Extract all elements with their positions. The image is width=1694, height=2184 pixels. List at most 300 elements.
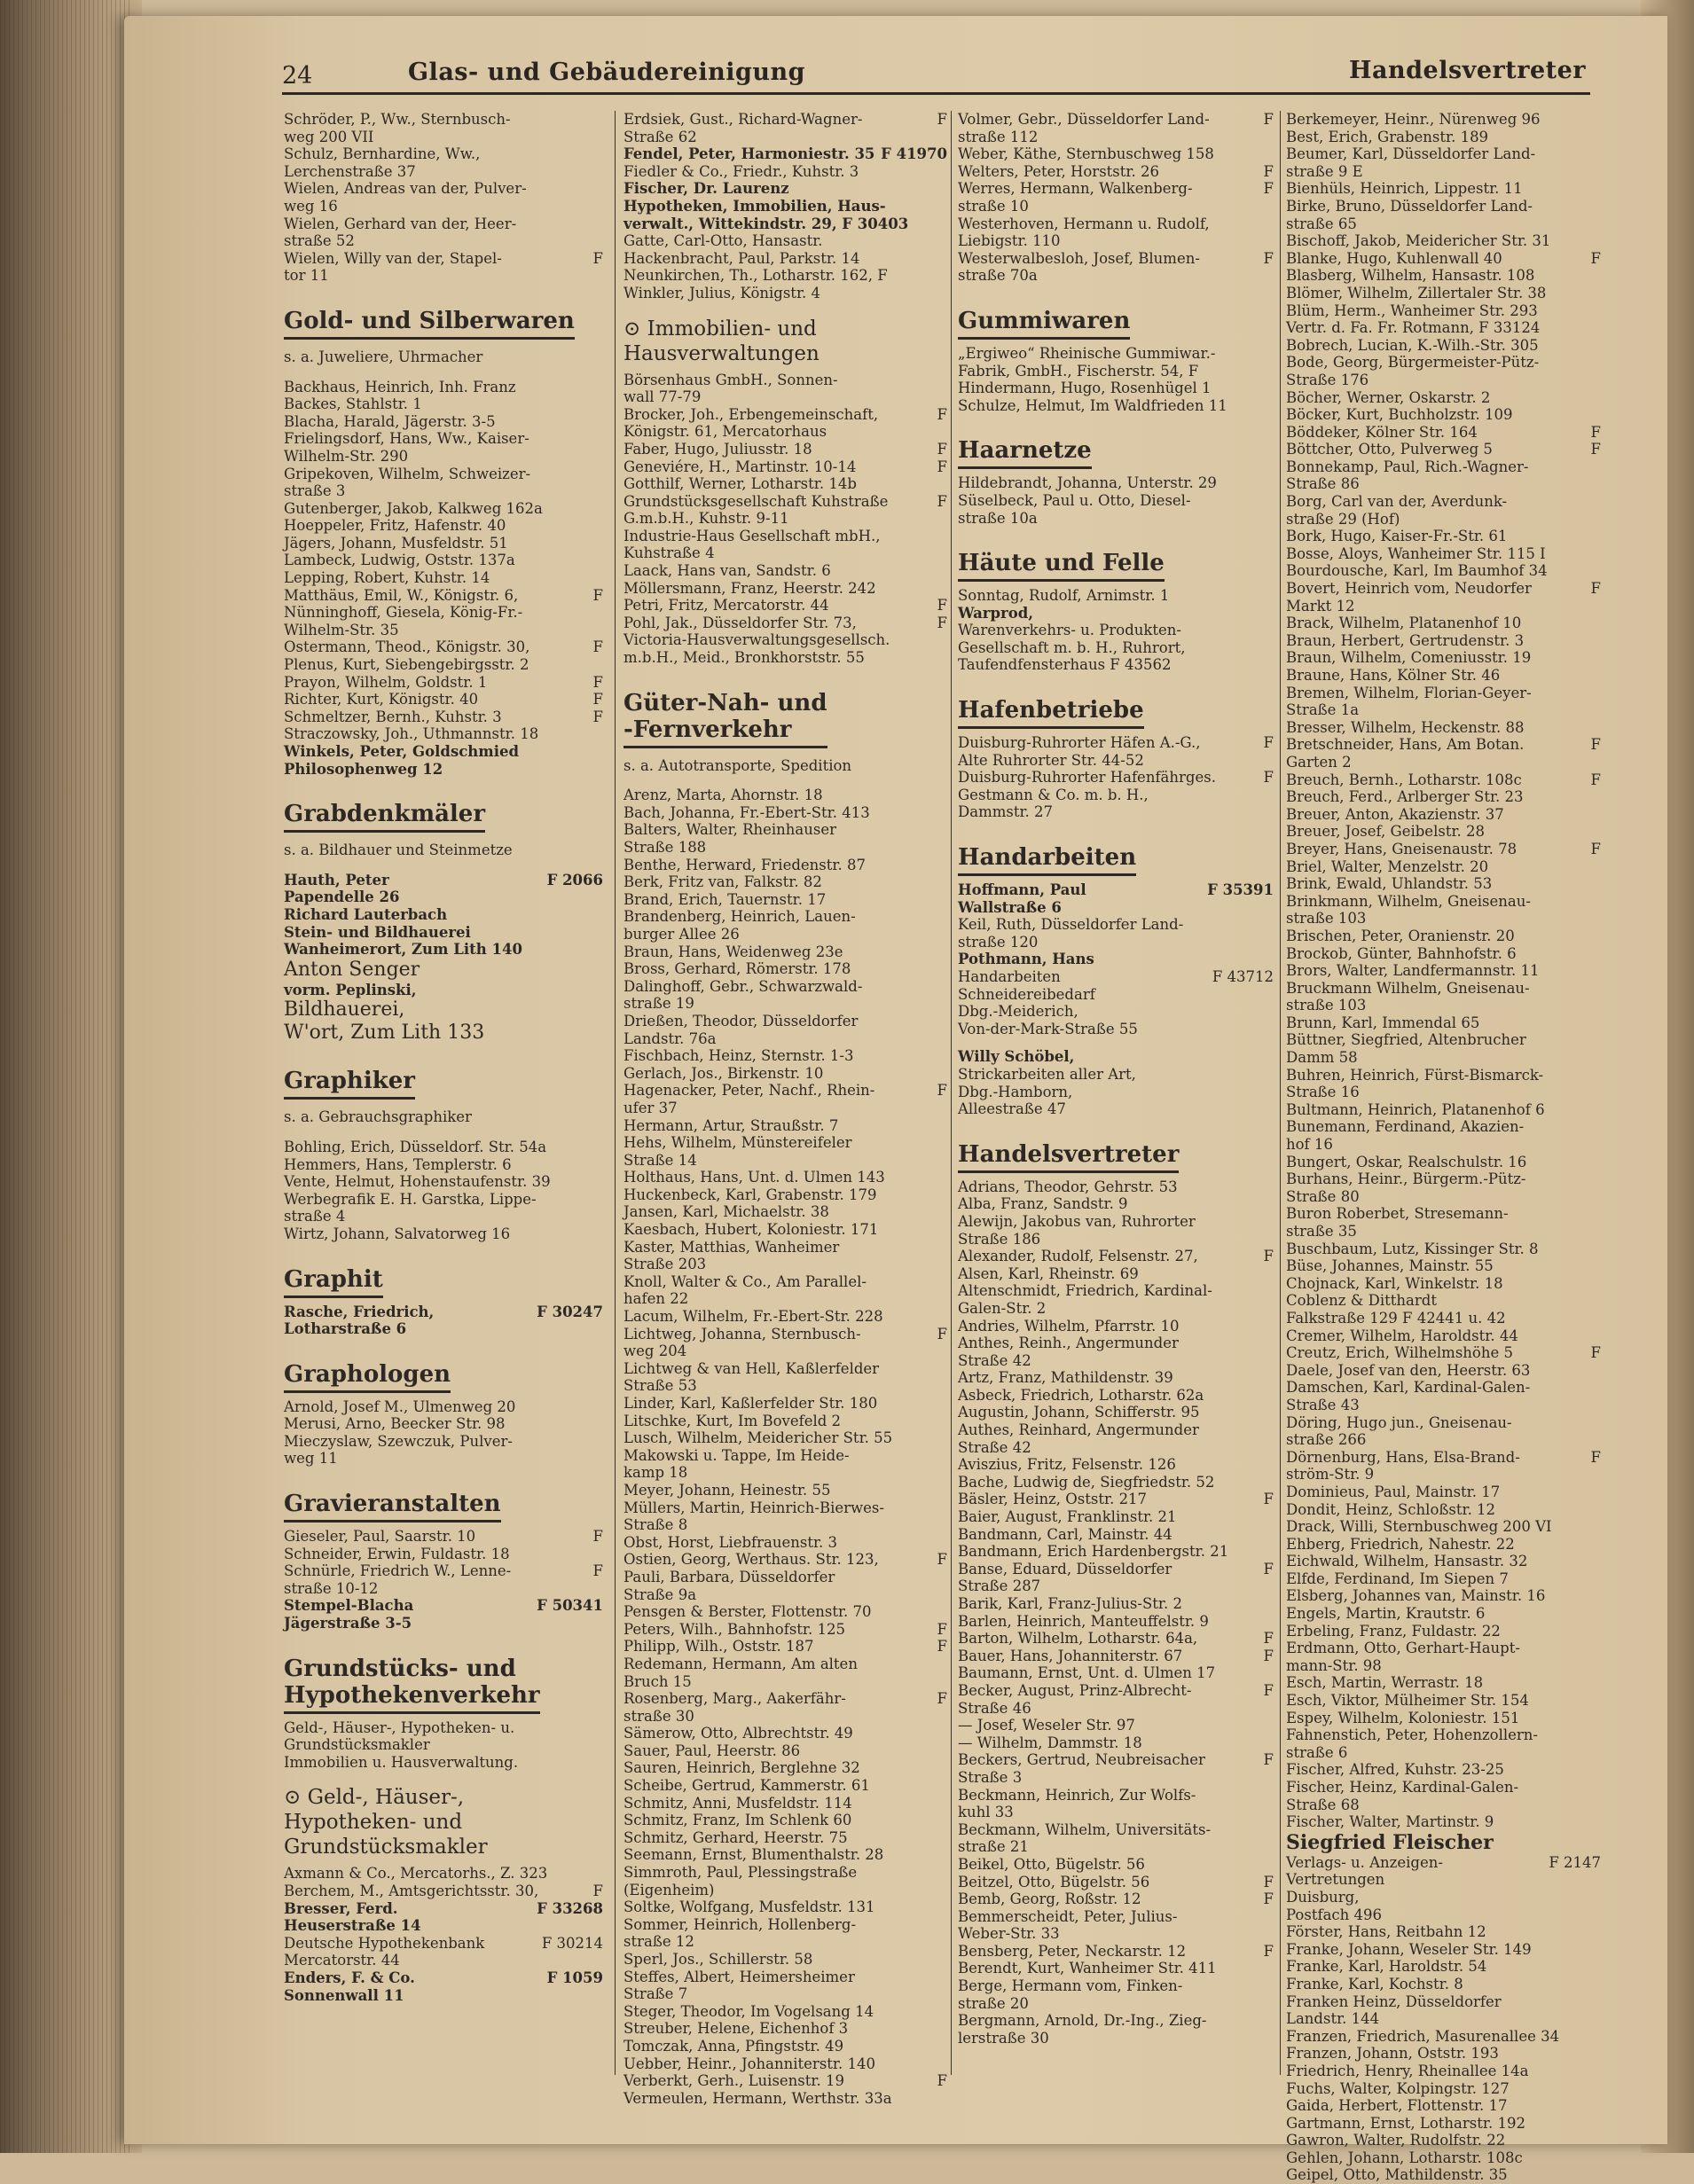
entry-text: s. a. Autotransporte, Spedition — [623, 756, 852, 774]
entry-text: Gawron, Walter, Rudolfstr. 22 — [1286, 2132, 1506, 2149]
directory-entry — [1286, 1536, 1601, 1554]
directory-entry — [623, 1759, 947, 1777]
directory-entry — [1286, 788, 1601, 806]
entry-text: Fiedler & Co., Friedr., Kuhstr. 3 — [623, 162, 859, 180]
directory-entry — [958, 769, 1274, 821]
entry-text: Brors, Walter, Landfermannstr. 11 — [1286, 962, 1540, 980]
section-heading-block — [284, 1338, 603, 1398]
phone-marker: F — [592, 1528, 603, 1546]
directory-entry — [958, 734, 1274, 769]
directory-entry — [1286, 545, 1601, 563]
entry-text: Strickarbeiten aller Art, Dbg.-Hamborn, Alleestraße 47 — [958, 1065, 1136, 1118]
entry-text: Richard Lauterbach Stein- und Bildhauerei Wanheimerort, Zum Lith 140 — [284, 905, 522, 959]
entry-text: Fischbach, Heinz, Sternstr. 1-3 — [623, 1047, 854, 1065]
directory-entry — [284, 215, 603, 250]
column-divider — [1280, 111, 1281, 2075]
section-heading-block — [284, 778, 603, 838]
entry-text: Schnürle, Friedrich W., Lenne- straße 10-12 — [284, 1562, 512, 1597]
entry-text: Förster, Hans, Reitbahn 12 — [1286, 1923, 1486, 1941]
phone-marker: F — [937, 1082, 947, 1100]
directory-entry — [623, 267, 947, 285]
directory-entry — [958, 1508, 1274, 1526]
entry-text: Pauli, Barbara, Düsseldorfer Straße 9a — [623, 1568, 835, 1603]
entry-text: Wirtz, Johann, Salvatorweg 16 — [284, 1225, 511, 1242]
column-1 — [284, 111, 603, 2133]
entry-text: Wielen, Willy van der, Stapel- tor 11 — [284, 249, 502, 285]
entry-text: Geld-, Häuser-, Hypotheken- u. Grundstücksmakler Immobilien u. Hausverwaltung. — [284, 1718, 519, 1771]
entry-text: Obst, Horst, Liebfrauenstr. 3 — [623, 1533, 838, 1551]
directory-entry — [284, 111, 603, 145]
entry-text: Burhans, Heinr., Bürgerm.-Pütz- Straße 80 — [1286, 1170, 1526, 1205]
directory-entry — [1286, 736, 1601, 771]
directory-entry — [958, 1751, 1274, 1786]
phone-marker: F 35391 — [1207, 881, 1274, 899]
phone-marker: F — [592, 691, 603, 708]
entry-text: Holthaus, Hans, Unt. d. Ulmen 143 — [623, 1169, 885, 1186]
column-divider — [615, 111, 616, 2075]
entry-text: — Wilhelm, Dammstr. 18 — [958, 1734, 1142, 1751]
directory-entry — [623, 1169, 947, 1186]
directory-entry — [1286, 980, 1601, 1014]
entry-text: Ostermann, Theod., Königstr. 30, — [284, 638, 530, 656]
entry-text: Pensgen & Berster, Flottenstr. 70 — [623, 1603, 872, 1621]
directory-entry — [958, 345, 1274, 380]
directory-entry — [623, 493, 947, 528]
directory-entry — [623, 1221, 947, 1239]
directory-entry — [284, 1719, 603, 1772]
section-heading: Grundstücks- und Hypothekenverkehr — [284, 1656, 540, 1714]
section-heading-block — [284, 1243, 603, 1303]
section-heading-block — [958, 821, 1274, 881]
entry-text: Dalinghoff, Gebr., Schwarzwald- straße 19 — [623, 977, 863, 1013]
directory-entry — [1286, 1101, 1601, 1119]
directory-entry — [1286, 562, 1601, 580]
phone-marker: F — [592, 586, 603, 604]
directory-entry — [284, 145, 603, 180]
entry-text: Bretschneider, Hans, Am Botan. Garten 2 — [1286, 736, 1525, 771]
directory-entry — [1286, 1205, 1601, 1240]
entry-text: Bauer, Hans, Johanniterstr. 67 — [958, 1647, 1183, 1664]
entry-text: Bosse, Aloys, Wanheimer Str. 115 I — [1286, 544, 1546, 562]
entry-text: Artz, Franz, Mathildenstr. 39 — [958, 1369, 1173, 1387]
entry-text: Böttcher, Otto, Pulverweg 5 — [1286, 441, 1493, 458]
directory-entry — [958, 250, 1274, 285]
directory-entry — [284, 906, 603, 959]
directory-entry — [1286, 1257, 1601, 1275]
entry-text: Industrie-Haus Gesellschaft mbH., Kuhstraße 4 — [623, 527, 881, 562]
entry-text: Aviszius, Fritz, Felsenstr. 126 — [958, 1456, 1176, 1474]
directory-entry — [1286, 719, 1601, 737]
directory-entry — [958, 881, 1274, 916]
section-heading: Grabdenkmäler — [284, 801, 485, 833]
entry-text: Linder, Karl, Kaßlerfelder Str. 180 — [623, 1395, 878, 1412]
entry-text: Bildhauerei, W'ort, Zum Lith 133 — [284, 998, 485, 1045]
entry-text: „Ergiweo“ Rheinische Gummiwar.- Fabrik, GmbH., Fischerstr. 54, F — [958, 344, 1216, 380]
directory-entry — [1286, 198, 1601, 232]
entry-text: Streuber, Helene, Eichenhof 3 — [623, 2020, 849, 2038]
running-title-left: Glas- und Gebäudereinigung — [408, 59, 806, 86]
phone-marker: F — [937, 2072, 947, 2090]
phone-marker: F — [592, 249, 603, 267]
phone-marker: F — [1590, 423, 1601, 441]
entry-text: Werres, Hermann, Walkenberg- straße 10 — [958, 180, 1193, 215]
directory-entry — [1286, 354, 1601, 388]
directory-entry — [958, 587, 1274, 605]
entry-text: Bruckmann Wilhelm, Gneisenau- straße 103 — [1286, 979, 1530, 1014]
phone-marker: F — [1263, 769, 1274, 787]
entry-text: Bensberg, Peter, Neckarstr. 12 — [958, 1942, 1187, 1960]
entry-text: ⊙ Immobilien- und Hausverwaltungen — [623, 317, 820, 365]
sub-heading — [623, 317, 947, 366]
section-heading: Gravieranstalten — [284, 1491, 501, 1523]
directory-entry — [1286, 1570, 1601, 1588]
entry-text: Brandenberg, Heinrich, Lauen- burger Allee 26 — [623, 908, 856, 943]
section-heading-block — [958, 674, 1274, 734]
section-heading-block — [623, 667, 947, 754]
phone-marker: F — [1263, 1873, 1274, 1890]
entry-text: Baier, August, Franklinstr. 21 — [958, 1508, 1177, 1526]
directory-entry — [1286, 632, 1601, 650]
entry-text: Birke, Bruno, Düsseldorfer Land- straße 65 — [1286, 197, 1533, 232]
entry-text: Plenus, Kurt, Siebengebirgsstr. 2 — [284, 656, 529, 674]
directory-entry — [623, 857, 947, 874]
directory-entry — [623, 1534, 947, 1552]
directory-entry — [284, 1173, 603, 1191]
entry-text: Meyer, Johann, Heinestr. 55 — [623, 1481, 831, 1499]
entry-text: Fischer, Heinz, Kardinal-Galen- Straße 68 — [1286, 1779, 1519, 1813]
directory-entry — [623, 1898, 947, 1916]
entry-text: Warprod, — [958, 604, 1033, 622]
entry-text: Brinkmann, Wilhelm, Gneisenau- straße 103 — [1286, 892, 1531, 928]
entry-text: Breuch, Bernh., Lotharstr. 108c — [1286, 771, 1522, 788]
phone-marker: F — [1263, 1560, 1274, 1577]
entry-text: Hagenacker, Peter, Nachf., Rhein- ufer 37 — [623, 1082, 875, 1116]
directory-entry — [958, 605, 1274, 622]
directory-entry — [1286, 337, 1601, 355]
entry-text: Hildebrandt, Johanna, Unterstr. 29 — [958, 474, 1217, 492]
directory-entry — [623, 943, 947, 961]
directory-entry — [1286, 1692, 1601, 1710]
directory-entry — [623, 1326, 947, 1360]
entry-text: Gripekoven, Wilhelm, Schweizer- straße 3 — [284, 465, 531, 500]
entry-text: — Josef, Weseler Str. 97 — [958, 1717, 1135, 1734]
section-heading: Häute und Felle — [958, 550, 1165, 582]
entry-text: Beikel, Otto, Bügelstr. 56 — [958, 1855, 1145, 1873]
directory-entry — [623, 1656, 947, 1690]
directory-entry — [284, 638, 603, 656]
directory-entry — [1286, 580, 1601, 614]
phone-marker: F — [1263, 180, 1274, 198]
directory-entry — [623, 1846, 947, 1864]
entry-text: Berendt, Kurt, Wanheimer Str. 411 — [958, 1960, 1217, 1977]
directory-entry — [623, 1690, 947, 1725]
entry-text: Schmeltzer, Bernh., Kuhstr. 3 — [284, 708, 502, 725]
entry-text: Wielen, Gerhard van der, Heer- straße 52 — [284, 215, 517, 250]
entry-text: Dondit, Heinz, Schloßstr. 12 — [1286, 1500, 1496, 1518]
phone-marker: F 41970 — [881, 145, 947, 163]
directory-entry — [623, 908, 947, 943]
directory-entry — [623, 597, 947, 614]
phone-marker: F — [937, 111, 947, 128]
directory-entry — [623, 1082, 947, 1116]
entry-text: Bergmann, Arnold, Dr.-Ing., Zieg- lerstraße 30 — [958, 2012, 1207, 2047]
section-heading: Gummiwaren — [958, 308, 1130, 340]
directory-entry — [1286, 302, 1601, 337]
directory-entry — [1286, 685, 1601, 719]
directory-entry — [958, 1048, 1274, 1066]
directory-entry — [1286, 1518, 1601, 1536]
directory-entry — [958, 1908, 1274, 1943]
directory-entry — [958, 1717, 1274, 1734]
directory-entry — [284, 466, 603, 500]
entry-text: Deutsche Hypothekenbank Mercatorstr. 44 — [284, 1934, 485, 1969]
entry-text: Bienhüls, Heinrich, Lippestr. 11 — [1286, 180, 1523, 198]
entry-text: Pohl, Jak., Düsseldorfer Str. 73, — [623, 614, 857, 631]
entry-text: Lichtweg & van Hell, Kaßlerfelder Straße 53 — [623, 1359, 880, 1395]
section-heading: Güter-Nah- und -Fernverkehr — [623, 690, 827, 748]
entry-text: Duisburg-Ruhrorter Hafenfährges. Gestmann & Co. m. b. H., Dammstr. 27 — [958, 769, 1216, 821]
entry-text: Backhaus, Heinrich, Inh. Franz Backes, Stahlstr. 1 — [284, 378, 516, 413]
entry-text: Chojnack, Karl, Winkelstr. 18 — [1286, 1274, 1503, 1292]
directory-entry — [1286, 111, 1601, 129]
entry-text: Möllersmann, Franz, Heerstr. 242 — [623, 579, 876, 597]
entry-text: Böddeker, Kölner Str. 164 — [1286, 423, 1478, 441]
entry-text: Welters, Peter, Horststr. 26 — [958, 162, 1159, 180]
entry-text: Bork, Hugo, Kaiser-Fr.-Str. 61 — [1286, 528, 1508, 545]
directory-entry — [958, 1630, 1274, 1648]
directory-entry — [284, 674, 603, 692]
entry-text: Laack, Hans van, Sandstr. 6 — [623, 562, 831, 580]
directory-entry — [1286, 945, 1601, 963]
entry-text: Elfde, Ferdinand, Im Siepen 7 — [1286, 1570, 1509, 1587]
section-heading: Handarbeiten — [958, 844, 1136, 876]
entry-text: Berge, Hermann vom, Finken- straße 20 — [958, 1977, 1183, 2012]
directory-entry — [1286, 1031, 1601, 1066]
directory-entry — [284, 250, 603, 285]
directory-entry — [623, 1603, 947, 1621]
phone-marker: F — [1263, 162, 1274, 180]
directory-entry — [1286, 1674, 1601, 1692]
directory-entry — [623, 1499, 947, 1534]
entry-text: Franke, Karl, Kochstr. 8 — [1286, 1975, 1463, 1992]
directory-entry — [623, 111, 947, 145]
entry-text: Matthäus, Emil, W., Königstr. 6, — [284, 586, 519, 604]
directory-entry — [958, 474, 1274, 492]
directory-entry — [1286, 1813, 1601, 1831]
directory-entry — [958, 180, 1274, 215]
entry-text: Bemb, Georg, Roßstr. 12 — [958, 1890, 1141, 1908]
directory-entry — [1286, 771, 1601, 789]
directory-entry — [958, 1404, 1274, 1421]
directory-entry — [958, 380, 1274, 397]
entry-text: Franzen, Johann, Oststr. 193 — [1286, 2045, 1499, 2063]
directory-entry — [623, 2038, 947, 2055]
phone-marker: F — [592, 638, 603, 656]
directory-entry — [1286, 1923, 1601, 1941]
directory-entry — [1286, 2115, 1601, 2133]
section-heading-block — [958, 527, 1274, 587]
directory-entry — [958, 1787, 1274, 1821]
entry-text: Grundstücksgesellschaft Kuhstraße G.m.b.H., Kuhstr. 9-11 — [623, 492, 889, 528]
entry-text: Faber, Hugo, Juliusstr. 18 — [623, 440, 812, 458]
directory-entry — [958, 1265, 1274, 1283]
directory-entry — [284, 552, 603, 569]
directory-entry — [623, 1569, 947, 1603]
directory-entry — [623, 2090, 947, 2108]
entry-text: Brischen, Peter, Oranienstr. 20 — [1286, 927, 1515, 944]
entry-text: Rosenberg, Marg., Aakerfähr- straße 30 — [623, 1690, 846, 1725]
phone-marker: F 30247 — [537, 1303, 603, 1320]
directory-entry — [958, 2012, 1274, 2047]
directory-entry — [623, 232, 947, 250]
phone-marker: F — [1263, 1942, 1274, 1960]
entry-text: Banse, Eduard, Düsseldorfer Straße 287 — [958, 1560, 1172, 1595]
directory-entry — [623, 1429, 947, 1447]
phone-marker: F — [1263, 734, 1274, 752]
entry-text: Coblenz & Ditthardt Falkstraße 129 F 42441 u. 42 — [1286, 1292, 1506, 1327]
directory-entry — [284, 1597, 603, 1632]
entry-text: Becker, August, Prinz-Albrecht- Straße 46 — [958, 1681, 1192, 1717]
entry-text: Bandmann, Carl, Mainstr. 44 — [958, 1525, 1172, 1543]
directory-entry — [623, 1186, 947, 1204]
directory-entry — [284, 1883, 603, 1900]
directory-entry — [958, 215, 1274, 250]
phone-marker: F — [1590, 840, 1601, 857]
directory-entry — [623, 562, 947, 580]
directory-entry — [623, 458, 947, 476]
directory-entry — [284, 500, 603, 518]
section-heading-block — [284, 1468, 603, 1528]
directory-entry — [623, 475, 947, 493]
entry-text: Gartmann, Ernst, Lotharstr. 192 — [1286, 2114, 1525, 2132]
directory-entry — [623, 1203, 947, 1221]
directory-entry — [958, 1613, 1274, 1631]
directory-entry — [1286, 858, 1601, 876]
directory-entry — [623, 1812, 947, 1829]
entry-text: Neunkirchen, Th., Lotharstr. 162, F — [623, 267, 888, 285]
entry-text: Bonnekamp, Paul, Rich.-Wagner- Straße 86 — [1286, 458, 1529, 493]
entry-text: Benthe, Herward, Friedenstr. 87 — [623, 856, 866, 873]
entry-text: Franke, Johann, Weseler Str. 149 — [1286, 1940, 1532, 1958]
directory-entry — [284, 1156, 603, 1174]
directory-entry — [958, 1213, 1274, 1248]
entry-text: Jägers, Johann, Musfeldstr. 51 — [284, 534, 508, 552]
directory-entry — [623, 1117, 947, 1135]
phone-marker: F — [1263, 1647, 1274, 1664]
directory-entry — [284, 1225, 603, 1243]
column-4 — [1286, 111, 1601, 2184]
entry-text: Geipel, Otto, Mathildenstr. 35 — [1286, 2166, 1508, 2184]
directory-entry — [623, 960, 947, 978]
directory-entry — [958, 492, 1274, 527]
directory-entry — [284, 379, 603, 413]
phone-marker: F — [1590, 1448, 1601, 1466]
entry-text: Braune, Hans, Kölner Str. 46 — [1286, 667, 1501, 684]
entry-text: Schröder, P., Ww., Sternbusch- weg 200 VII — [284, 111, 511, 145]
directory-entry — [958, 1195, 1274, 1213]
entry-text: Bäsler, Heinz, Oststr. 217 — [958, 1491, 1148, 1508]
entry-text: Drack, Willi, Sternbuschweg 200 VI — [1286, 1518, 1552, 1536]
header-rule — [282, 92, 1590, 95]
directory-entry — [1286, 441, 1601, 458]
entry-text: Duisburg-Ruhrorter Häfen A.-G., Alte Ruhrorter Str. 44-52 — [958, 734, 1201, 769]
entry-text: Merusi, Arno, Beecker Str. 98 — [284, 1415, 506, 1433]
directory-entry — [284, 517, 603, 535]
see-also-note — [284, 842, 603, 859]
entry-text: Breyer, Hans, Gneisenaustr. 78 — [1286, 840, 1518, 857]
entry-text: Verberkt, Gerh., Luisenstr. 19 — [623, 2072, 844, 2090]
directory-entry — [623, 1829, 947, 1847]
entry-text: Cremer, Wilhelm, Haroldstr. 44 — [1286, 1327, 1518, 1344]
directory-entry — [623, 1621, 947, 1639]
entry-text: Franzen, Friedrich, Masurenallee 34 — [1286, 2027, 1560, 2045]
directory-entry — [623, 1447, 947, 1482]
section-heading: Graphologen — [284, 1361, 451, 1393]
directory-entry — [284, 430, 603, 465]
entry-text: Siegfried Fleischer — [1286, 1830, 1494, 1854]
entry-text: Bache, Ludwig de, Siegfriedstr. 52 — [958, 1473, 1215, 1491]
phone-marker: F — [592, 673, 603, 691]
entry-text: Fischer, Walter, Martinstr. 9 — [1286, 1813, 1494, 1831]
directory-entry — [623, 2003, 947, 2021]
entry-text: Gutenberger, Jakob, Kalkweg 162a — [284, 499, 543, 517]
phone-marker: F — [937, 1638, 947, 1656]
phone-marker: F — [1263, 111, 1274, 128]
entry-text: Braun, Hans, Weidenweg 23e — [623, 943, 843, 960]
directory-entry — [958, 397, 1274, 415]
directory-entry — [958, 1318, 1274, 1335]
entry-text: Petri, Fritz, Mercatorstr. 44 — [623, 597, 829, 614]
directory-entry — [958, 1526, 1274, 1544]
phone-marker: F 50341 — [537, 1597, 603, 1615]
directory-entry — [958, 1682, 1274, 1717]
entry-text: Frielingsdorf, Hans, Ww., Kaiser- Wilhelm-Str. 290 — [284, 430, 529, 465]
entry-text: Beitzel, Otto, Bügelstr. 56 — [958, 1873, 1150, 1890]
directory-entry — [1286, 424, 1601, 442]
entry-text: Blömer, Wilhelm, Zillertaler Str. 38 — [1286, 284, 1547, 301]
entry-text: Seemann, Ernst, Blumenthalstr. 28 — [623, 1846, 884, 1864]
entry-text: Schneider, Erwin, Fuldastr. 18 — [284, 1545, 510, 1562]
entry-text: Buron Roberbet, Stresemann- straße 35 — [1286, 1205, 1509, 1240]
phone-marker: F — [937, 458, 947, 475]
directory-entry — [284, 691, 603, 708]
entry-text: Tomczak, Anna, Pfingststr. 49 — [623, 2037, 844, 2055]
phone-marker: F — [1263, 1681, 1274, 1699]
entry-text: Brack, Wilhelm, Platanenhof 10 — [1286, 614, 1522, 632]
directory-entry — [284, 872, 603, 906]
entry-text: Bandmann, Erich Hardenbergstr. 21 — [958, 1543, 1229, 1561]
entry-text: Lambeck, Ludwig, Oststr. 137a — [284, 552, 515, 569]
entry-text: Bungert, Oskar, Realschulstr. 16 — [1286, 1153, 1527, 1170]
phone-marker: F — [592, 1562, 603, 1580]
phone-marker: F — [937, 597, 947, 614]
directory-entry — [623, 1413, 947, 1430]
entry-text: Hermann, Artur, Straußstr. 7 — [623, 1116, 839, 1134]
directory-entry — [623, 1482, 947, 1499]
entry-text: Fischer, Alfred, Kuhstr. 23-25 — [1286, 1761, 1504, 1779]
directory-entry — [1286, 893, 1601, 928]
entry-text: Damschen, Karl, Kardinal-Galen- Straße 43 — [1286, 1379, 1531, 1413]
entry-text: s. a. Juweliere, Uhrmacher — [284, 348, 483, 365]
entry-text: Hemmers, Hans, Templerstr. 6 — [284, 1155, 512, 1173]
phone-marker: F — [1263, 1751, 1274, 1769]
directory-entry — [623, 163, 947, 181]
entry-text: Soltke, Wolfgang, Musfeldstr. 131 — [623, 1898, 875, 1916]
directory-entry — [1286, 389, 1601, 407]
entry-text: Dörnenburg, Hans, Elsa-Brand- ström-Str. 9 — [1286, 1448, 1520, 1483]
phone-marker: F — [937, 1620, 947, 1638]
directory-entry — [1286, 1553, 1601, 1570]
